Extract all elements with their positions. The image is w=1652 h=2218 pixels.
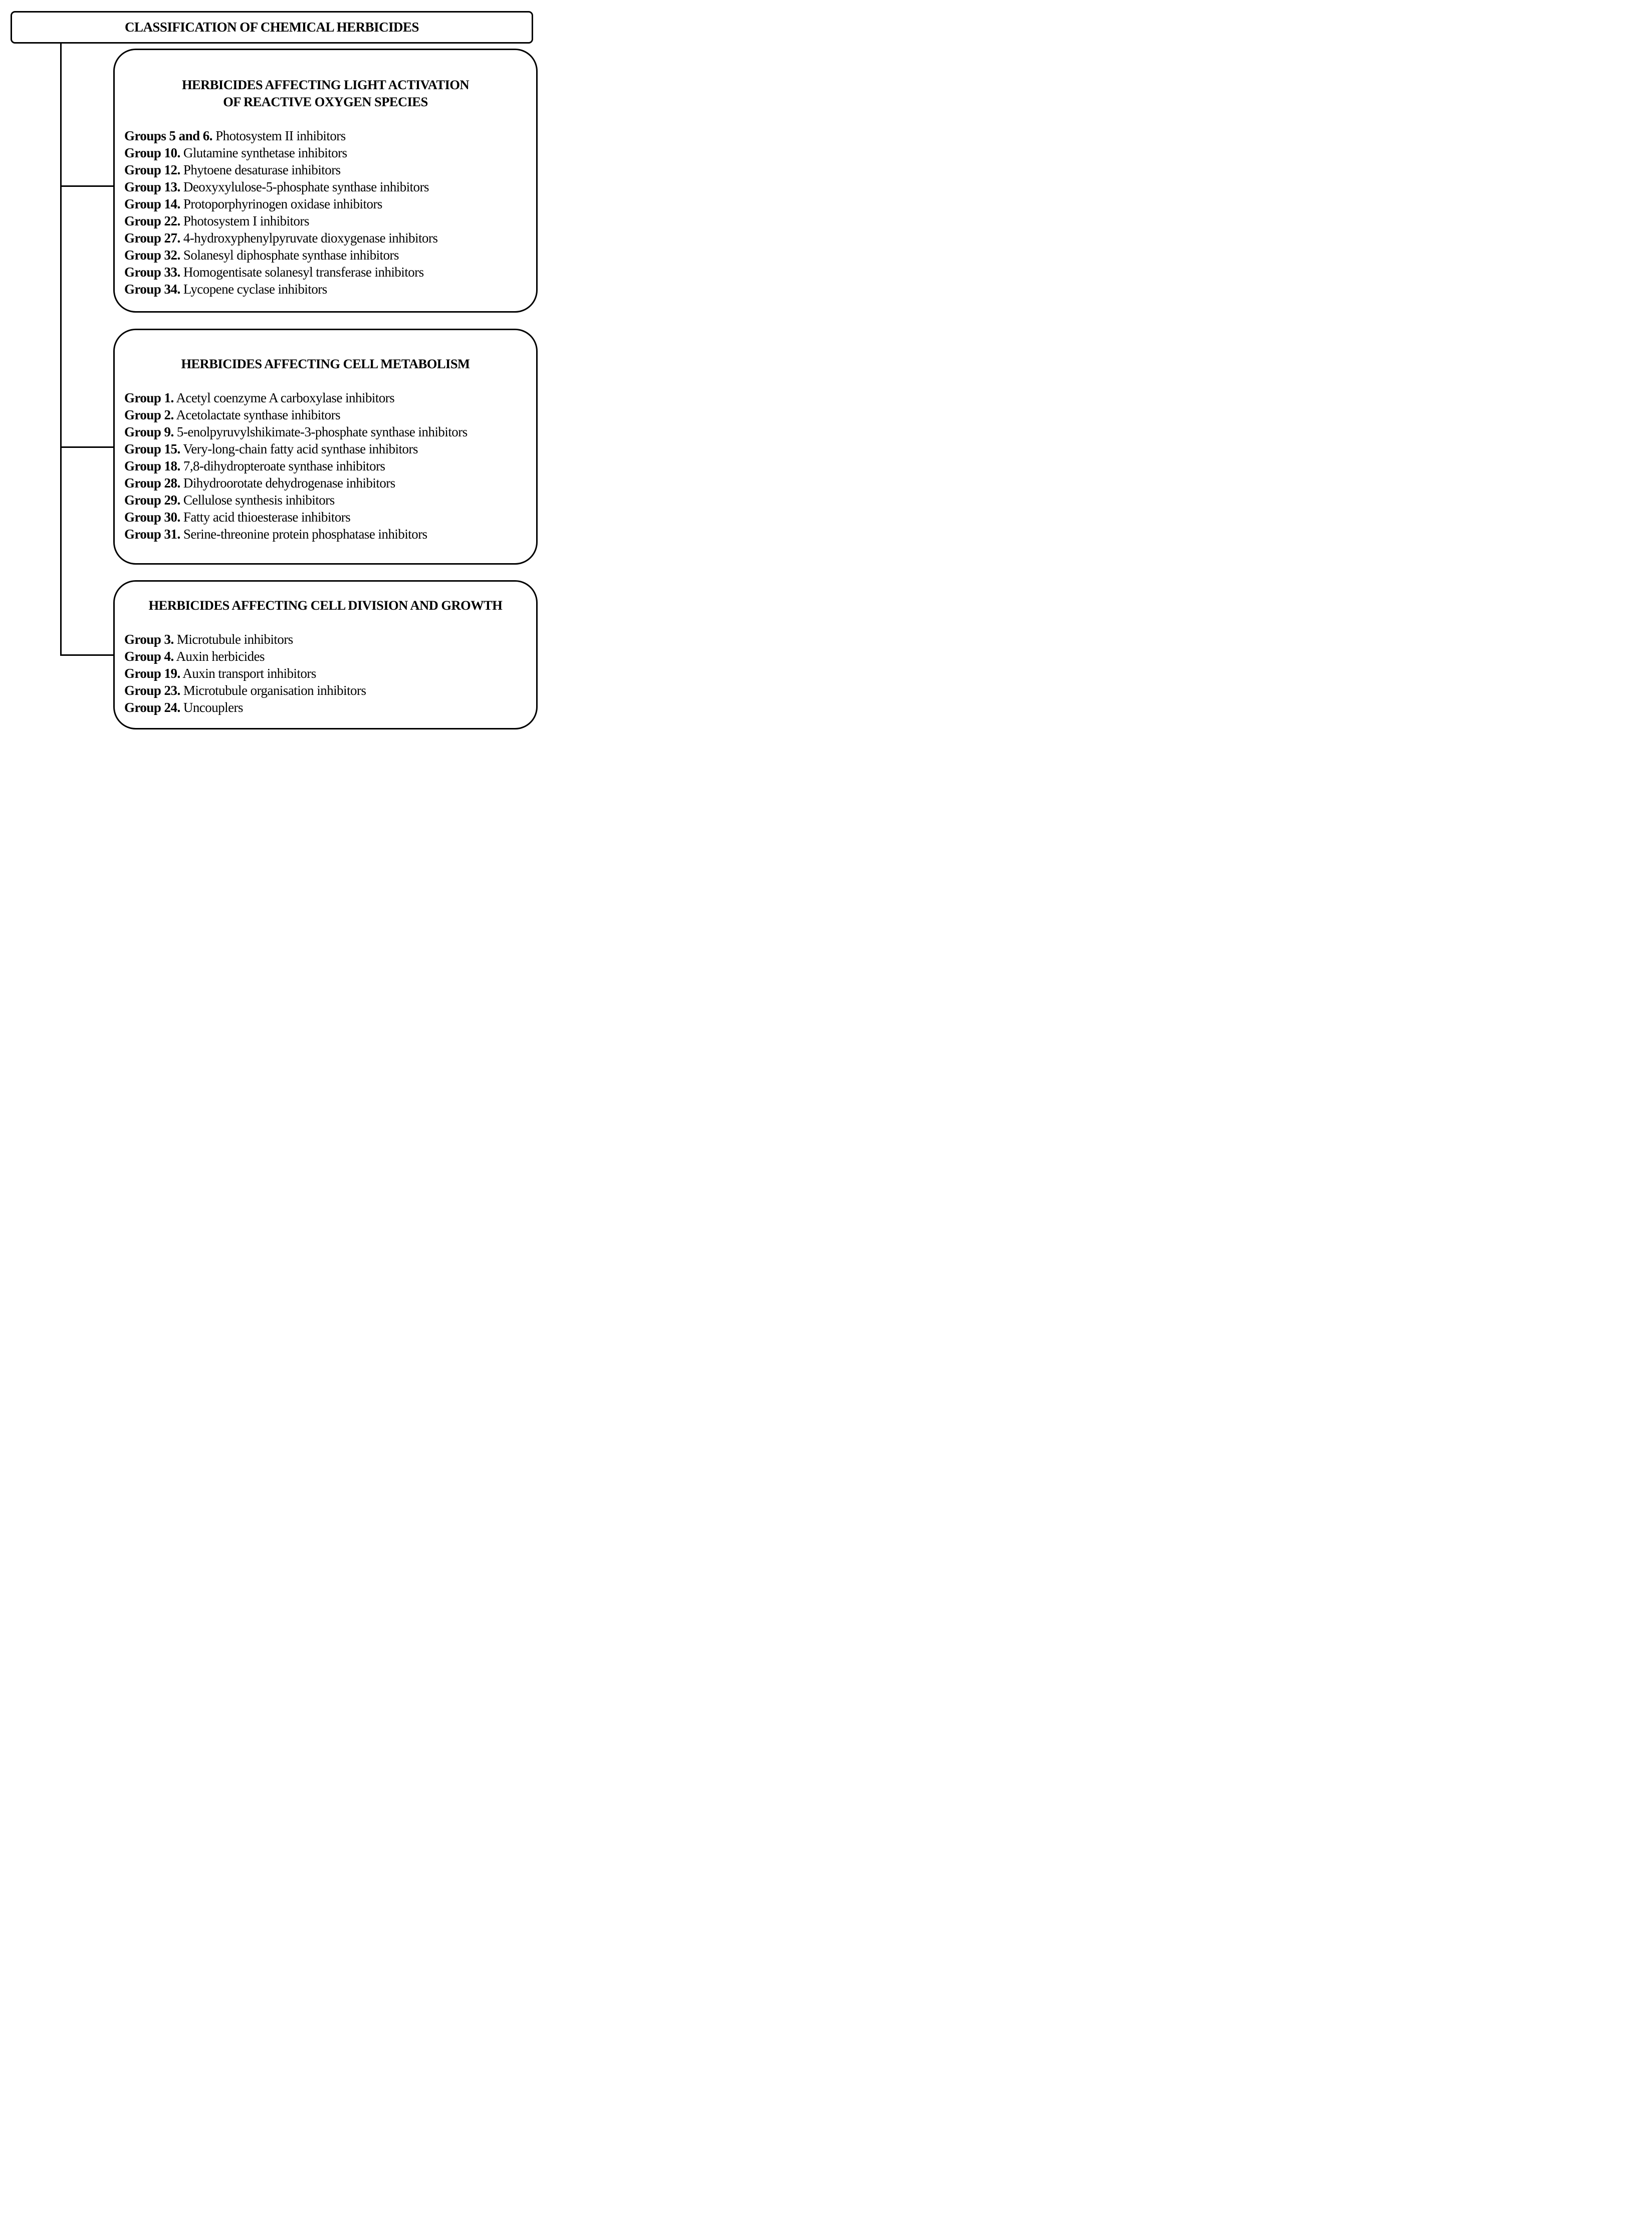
group-label: Groups 5 and 6.	[124, 128, 212, 143]
connector-trunk-line	[60, 43, 62, 656]
group-label: Group 10.	[124, 145, 180, 160]
group-list	[115, 389, 536, 543]
group-label: Group 3.	[124, 632, 174, 647]
connector-branch-line-1	[60, 185, 114, 187]
group-item	[124, 281, 532, 298]
group-item	[124, 423, 532, 440]
group-description: Serine-threonine protein phosphatase inhibitors	[180, 527, 427, 542]
group-item	[124, 699, 532, 716]
group-item	[124, 631, 532, 648]
group-description: Phytoene desaturase inhibitors	[180, 162, 341, 177]
group-label: Group 18.	[124, 458, 180, 473]
group-label: Group 32.	[124, 248, 180, 263]
group-item	[124, 144, 532, 161]
group-item	[124, 178, 532, 195]
group-label: Group 1.	[124, 390, 174, 405]
group-item	[124, 491, 532, 509]
group-description: Lycopene cyclase inhibitors	[180, 282, 327, 297]
group-description: 7,8-dihydropteroate synthase inhibitors	[180, 458, 385, 473]
category-box-light-activation	[113, 49, 538, 313]
group-label: Group 29.	[124, 492, 180, 508]
group-description: Protoporphyrinogen oxidase inhibitors	[180, 196, 382, 211]
title-box	[11, 11, 533, 44]
group-label: Group 12.	[124, 162, 180, 177]
group-label: Group 14.	[124, 196, 180, 211]
group-description: 5-enolpyruvylshikimate-3-phosphate synthase inhibitors	[173, 424, 467, 439]
connector-branch-line-3	[60, 654, 114, 656]
group-description: Homogentisate solanesyl transferase inhibitors	[180, 265, 424, 280]
group-label: Group 15.	[124, 441, 180, 456]
diagram-title: CLASSIFICATION OF CHEMICAL HERBICIDES	[125, 20, 419, 35]
group-label: Group 4.	[124, 649, 174, 664]
group-label: Group 31.	[124, 527, 180, 542]
group-item	[124, 648, 532, 665]
category-box-cell-metabolism	[113, 329, 538, 565]
group-description: Acetyl coenzyme A carboxylase inhibitors	[173, 390, 395, 405]
group-item	[124, 440, 532, 457]
group-description: Photosystem I inhibitors	[180, 213, 309, 228]
group-label: Group 22.	[124, 213, 180, 228]
group-description: Uncouplers	[180, 700, 243, 715]
group-list	[115, 631, 536, 716]
group-item	[124, 457, 532, 474]
group-item	[124, 247, 532, 264]
category-box-cell-division-growth	[113, 580, 538, 729]
group-label: Group 34.	[124, 282, 180, 297]
group-description: Dihydroorotate dehydrogenase inhibitors	[180, 475, 395, 490]
group-description: Glutamine synthetase inhibitors	[180, 145, 347, 160]
group-label: Group 24.	[124, 700, 180, 715]
group-item	[124, 161, 532, 178]
spacer	[115, 614, 536, 631]
group-item	[124, 264, 532, 281]
group-item	[124, 665, 532, 682]
group-item	[124, 526, 532, 543]
spacer	[115, 110, 536, 127]
category-header-line: HERBICIDES AFFECTING LIGHT ACTIVATION	[181, 77, 469, 92]
group-description: Microtubule inhibitors	[173, 632, 293, 647]
group-description: Fatty acid thioesterase inhibitors	[180, 510, 351, 525]
group-item	[124, 389, 532, 406]
group-description: Auxin herbicides	[173, 649, 265, 664]
group-description: Deoxyxylulose-5-phosphate synthase inhibitors	[180, 179, 429, 194]
group-description: Auxin transport inhibitors	[180, 666, 316, 681]
group-label: Group 2.	[124, 407, 174, 422]
spacer	[115, 372, 536, 389]
group-label: Group 33.	[124, 265, 180, 280]
group-item	[124, 229, 532, 247]
group-description: Cellulose synthesis inhibitors	[180, 492, 335, 508]
group-description: Very-long-chain fatty acid synthase inhibitors	[180, 441, 418, 456]
group-item	[124, 127, 532, 144]
connector-branch-line-2	[60, 446, 114, 448]
group-label: Group 27.	[124, 230, 180, 245]
group-description: Acetolactate synthase inhibitors	[173, 407, 341, 422]
group-description: Microtubule organisation inhibitors	[180, 683, 366, 698]
group-list	[115, 127, 536, 298]
category-header-line: OF REACTIVE OXYGEN SPECIES	[223, 94, 428, 109]
group-item	[124, 195, 532, 212]
group-description: Solanesyl diphosphate synthase inhibitors	[180, 248, 399, 263]
group-item	[124, 682, 532, 699]
group-description: 4-hydroxyphenylpyruvate dioxygenase inhibitors	[180, 230, 438, 245]
group-label: Group 13.	[124, 179, 180, 194]
group-item	[124, 509, 532, 526]
group-label: Group 28.	[124, 475, 180, 490]
category-header-line: HERBICIDES AFFECTING CELL METABOLISM	[181, 356, 470, 371]
group-item	[124, 474, 532, 491]
category-header-line: HERBICIDES AFFECTING CELL DIVISION AND GROWTH	[148, 598, 503, 613]
group-label: Group 9.	[124, 424, 174, 439]
group-item	[124, 212, 532, 229]
group-item	[124, 406, 532, 423]
group-label: Group 23.	[124, 683, 180, 698]
group-description: Photosystem II inhibitors	[212, 128, 346, 143]
group-label: Group 19.	[124, 666, 180, 681]
group-label: Group 30.	[124, 510, 180, 525]
